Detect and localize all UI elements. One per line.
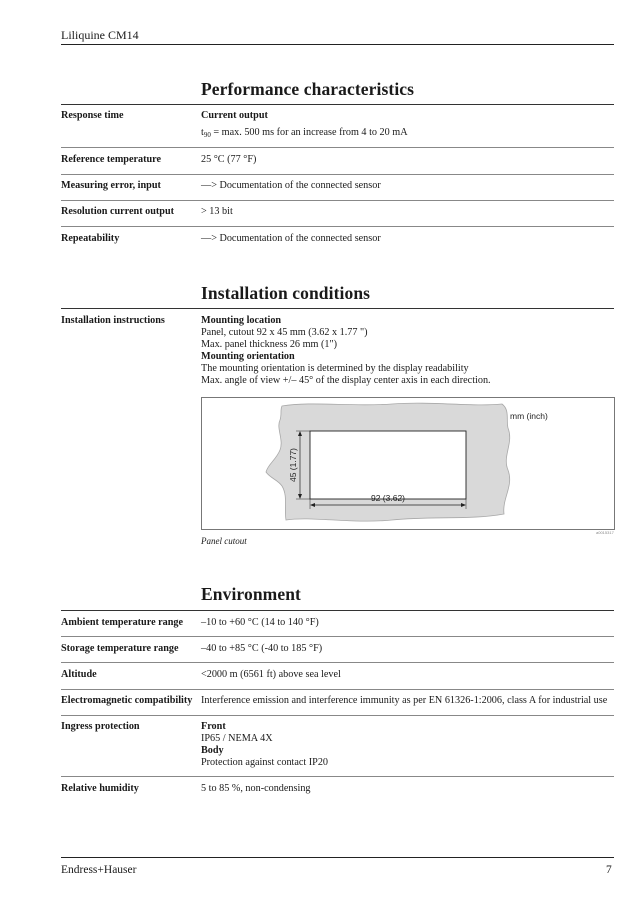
label-installation-instructions: Installation instructions [61, 315, 165, 326]
row-rule [61, 776, 614, 777]
row-rule [61, 636, 614, 637]
ingress-body-value: Protection against contact IP20 [201, 757, 329, 768]
value-ambient-temperature: –10 to +60 °C (14 to 140 °F) [201, 617, 319, 628]
cutout-rect [310, 431, 466, 499]
section-rule [61, 104, 614, 105]
footer-rule [61, 857, 614, 858]
label-reference-temperature: Reference temperature [61, 154, 162, 165]
mounting-location-line1: Panel, cutout 92 x 45 mm (3.62 x 1.77 ") [201, 327, 368, 338]
width-label: 92 (3.62) [370, 493, 406, 503]
row-rule [61, 226, 614, 227]
row-rule [61, 200, 614, 201]
page-number: 7 [606, 864, 612, 876]
section-title-environment: Environment [201, 584, 301, 604]
label-altitude: Altitude [61, 669, 97, 680]
section-rule [61, 308, 614, 309]
footer-brand: Endress+Hauser [61, 864, 137, 876]
panel-cutout-drawing [202, 398, 614, 529]
label-response-time: Response time [61, 110, 124, 121]
label-resolution: Resolution current output [61, 206, 175, 217]
row-rule [61, 715, 614, 716]
running-header: Liliquine CM14 [61, 28, 139, 42]
row-rule [61, 662, 614, 663]
label-ambient-temperature: Ambient temperature range [61, 617, 184, 628]
label-relative-humidity: Relative humidity [61, 783, 139, 794]
row-rule [61, 147, 614, 148]
value-response-time-detail [201, 127, 614, 141]
height-label: 45 (1.77) [288, 447, 298, 483]
value-altitude: <2000 m (6561 ft) above sea level [201, 669, 341, 680]
ingress-front-head: Front [201, 721, 226, 732]
value-resolution: > 13 bit [201, 206, 233, 217]
label-ingress-protection: Ingress protection [61, 721, 140, 732]
header-rule [61, 44, 614, 45]
label-measuring-error: Measuring error, input [61, 180, 161, 191]
t90-subscript: 90 [203, 131, 211, 139]
unit-label: mm (inch) [510, 411, 548, 421]
row-rule [61, 174, 614, 175]
response-time-head: Current output [201, 110, 268, 121]
value-ingress-protection [201, 721, 614, 769]
value-installation-instructions [201, 315, 614, 387]
ingress-body-head: Body [201, 745, 224, 756]
section-title-installation: Installation conditions [201, 283, 371, 303]
ingress-front-value: IP65 / NEMA 4X [201, 733, 273, 744]
figure-caption: Panel cutout [201, 536, 247, 546]
mounting-location-head: Mounting location [201, 315, 282, 326]
value-storage-temperature: –40 to +85 °C (-40 to 185 °F) [201, 643, 323, 654]
panel-cutout-figure [201, 397, 615, 530]
value-repeatability: —> Documentation of the connected sensor [201, 233, 381, 244]
t90-symbol: t [201, 127, 204, 138]
label-storage-temperature: Storage temperature range [61, 643, 179, 654]
mounting-orientation-head: Mounting orientation [201, 351, 295, 362]
value-emc: Interference emission and interference immunity as per EN 61326-1:2006, class A for industrial use [201, 695, 608, 706]
value-measuring-error: —> Documentation of the connected sensor [201, 180, 381, 191]
section-title-performance: Performance characteristics [201, 79, 415, 99]
label-repeatability: Repeatability [61, 233, 120, 244]
mounting-orientation-line2: Max. angle of view +/– 45° of the display center axis in each direction. [201, 375, 491, 386]
row-rule [61, 689, 614, 690]
t90-text: = max. 500 ms for an increase from 4 to 20 mA [210, 127, 408, 138]
value-relative-humidity: 5 to 85 %, non-condensing [201, 783, 311, 794]
mounting-location-line2: Max. panel thickness 26 mm (1") [201, 339, 338, 350]
value-response-time [201, 110, 614, 122]
figure-id: a0015317 [596, 530, 614, 535]
mounting-orientation-line1: The mounting orientation is determined by the display readability [201, 363, 469, 374]
section-rule [61, 610, 614, 611]
value-reference-temperature: 25 °C (77 °F) [201, 154, 257, 165]
label-emc: Electromagnetic compatibility [61, 695, 193, 706]
